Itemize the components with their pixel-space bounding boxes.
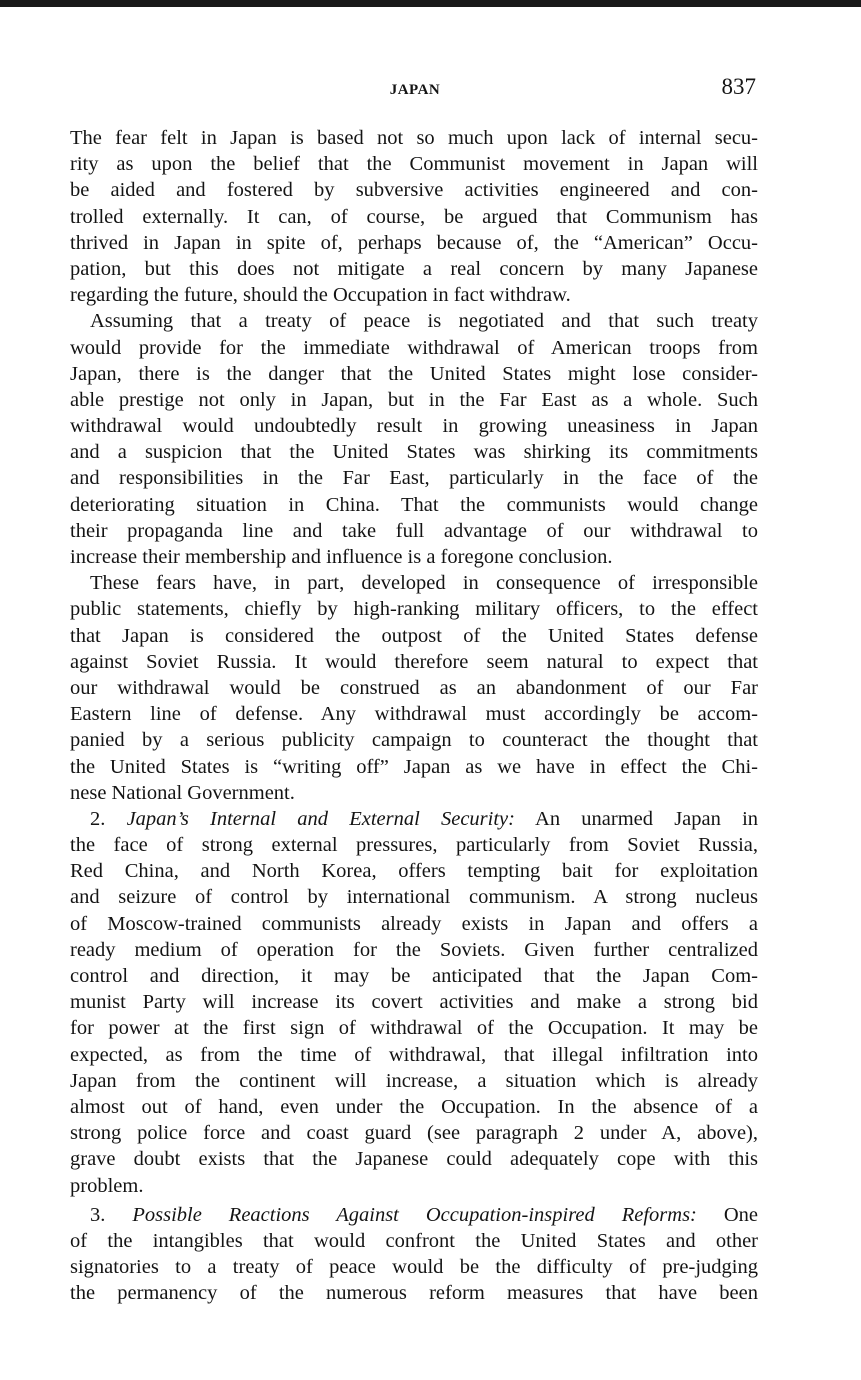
text-line: be aided and fostered by subversive activities engineered and con- [70,179,758,202]
text-line: expected, as from the time of withdrawal, that illegal infiltration into [70,1043,758,1066]
body-text [70,125,758,1306]
text-line: increase their membership and influence is a foregone conclusion. [70,546,613,568]
text-line: munist Party will increase its covert activities and make a strong bid [70,991,758,1014]
text-line: rity as upon the belief that the Communist movement in Japan will [70,153,758,176]
text-line: and responsibilities in the Far East, particularly in the face of the [70,467,758,490]
text-line: of the intangibles that would confront the United States and other [70,1229,758,1252]
text-line: regarding the future, should the Occupation in fact withdraw. [70,284,571,307]
paragraph-3 [70,570,758,806]
text-line: the permanency of the numerous reform measures that have been [70,1282,758,1305]
paragraph-1 [70,125,758,308]
text-line: nese National Government. [70,781,295,804]
section-heading-line [70,806,758,832]
text-line: withdrawal would undoubtedly result in growing uneasiness in Japan [70,415,758,438]
running-head: JAPAN [389,82,441,98]
text-line: ready medium of operation for the Soviets. Given further centralized [70,938,758,961]
heading-line-text: One [723,1203,759,1226]
section-number: 3. [90,1203,106,1226]
text-line: able prestige not only in Japan, but in the Far East as a whole. Such [70,388,758,411]
text-line: of Moscow-trained communists already exists in Japan and offers a [70,912,758,935]
text-line: would provide for the immediate withdrawal of American troops from [70,336,758,359]
text-line: and seizure of control by international communism. A strong nucleus [70,886,758,909]
text-line: thrived in Japan in spite of, perhaps because of, the “American” Occu- [70,231,758,254]
page-header [70,74,760,110]
text-line: Red China, and North Korea, offers tempting bait for exploitation [70,860,758,883]
text-line: strong police force and coast guard (see paragraph 2 under A, above), [70,1122,758,1145]
text-line: Japan from the continent will increase, a situation which is already [70,1069,758,1092]
text-line: trolled externally. It can, of course, be argued that Communism has [70,205,758,228]
top-border-rule [0,0,861,7]
text-line: Assuming that a treaty of peace is negotiated and that such treaty [90,310,758,333]
text-line: panied by a serious publicity campaign to counteract the thought that [70,729,758,752]
section-number: 2. [90,807,106,830]
text-line: pation, but this does not mitigate a real concern by many Japanese [70,257,758,280]
text-line: The fear felt in Japan is based not so much upon lack of internal secu- [70,127,758,149]
text-line: control and direction, it may be anticipated that the Japan Com- [70,965,758,987]
text-line: grave doubt exists that the Japanese could adequately cope with this [70,1148,758,1171]
section-heading-line [70,1202,758,1228]
text-line: for power at the first sign of withdrawal of the Occupation. It may be [70,1017,758,1040]
paragraph-reforms [70,1202,758,1307]
text-line: problem. [70,1174,144,1197]
section-heading: Possible Reactions Against Occupation-inspired Reforms: [132,1203,697,1226]
page-number: 837 [721,74,756,99]
section-heading: Japan’s Internal and External Security: [126,807,515,830]
text-line: These fears have, in part, developed in consequence of irresponsible [90,572,758,595]
text-line: our withdrawal would be construed as an abandonment of our Far [70,676,758,699]
paragraph-security [70,806,758,1199]
text-line: almost out of hand, even under the Occupation. In the absence of a [70,1095,758,1118]
text-line: Eastern line of defense. Any withdrawal must accordingly be accom- [70,703,758,726]
heading-line-text: An unarmed Japan in [535,807,759,830]
text-line: the face of strong external pressures, particularly from Soviet Russia, [70,834,758,857]
text-line: Japan, there is the danger that the United States might lose consider- [70,362,758,385]
text-line: and a suspicion that the United States was shirking its commitments [70,441,758,464]
text-line: deteriorating situation in China. That the communists would change [70,493,758,516]
paragraph-2 [70,308,758,570]
text-line: their propaganda line and take full advantage of our withdrawal to [70,519,758,542]
text-line: against Soviet Russia. It would therefore seem natural to expect that [70,650,758,673]
text-line: signatories to a treaty of peace would be the difficulty of pre-judging [70,1256,758,1279]
text-line: that Japan is considered the outpost of the United States defense [70,624,758,647]
text-line: public statements, chiefly by high-ranking military officers, to the effect [70,598,758,621]
text-line: the United States is “writing off” Japan as we have in effect the Chi- [70,755,758,778]
